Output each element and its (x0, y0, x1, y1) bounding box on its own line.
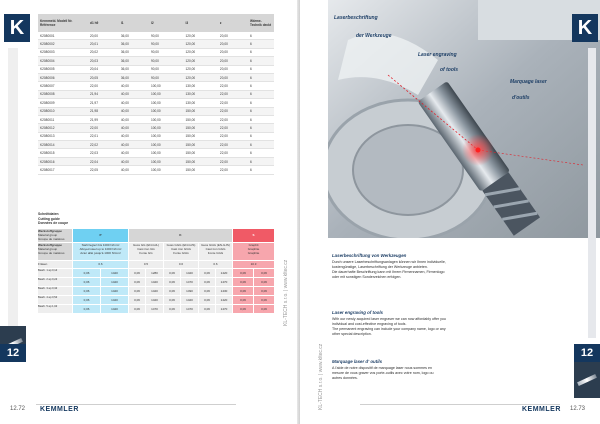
value-cell: 1420 (216, 269, 232, 277)
label-line: Groupe de matières (38, 251, 65, 255)
table-cell: 20,00 (218, 57, 248, 65)
table-cell: 6 (248, 57, 274, 65)
heading-en-1: Laser engraving (418, 52, 457, 58)
table-cell: 6 (248, 166, 274, 174)
table-cell: 100,00 (149, 99, 183, 107)
text-block-en (332, 310, 582, 337)
table-cell: K2080013 (38, 132, 88, 140)
value-cell: 0,06 (254, 278, 274, 286)
table-cell: 120,00 (183, 48, 217, 56)
value-cell: 0,06 (254, 287, 274, 295)
table-row (38, 57, 274, 65)
heading-fr-2: d'outils (512, 95, 530, 101)
block-line: With our newly acquired laser engraver we can now affordably offer you (332, 317, 446, 321)
table-cell: 100,00 (149, 132, 183, 140)
code-cell: 0.5 (129, 261, 163, 268)
block-line: The permanent engraving can include your company name, logo or any (332, 327, 446, 331)
table-row (38, 124, 274, 132)
table-row (38, 149, 274, 157)
value-cell: 1490 (181, 287, 198, 295)
block-heading: Laserbeschriftung von Werkzeugen (332, 253, 407, 258)
table-cell: 120,00 (183, 73, 217, 81)
side-bar (588, 48, 596, 338)
value-cell: 0,06 (129, 296, 145, 304)
subgroup-cell: Stahl legiert bis 1000 N/mm² Alloyed steel up to 1000 N/mm² Acier allié jusqu'à 1000 N/mm² (73, 243, 128, 260)
value-cell: 1280 (146, 269, 163, 277)
subgroup-label-cell (38, 243, 72, 260)
value-cell: 1420 (101, 287, 128, 295)
table-row (38, 90, 274, 98)
table-cell: K2080017 (38, 166, 88, 174)
table-cell: K2080005 (38, 65, 88, 73)
table-cell: K2080006 (38, 73, 88, 81)
value-cell: 0,06 (164, 296, 180, 304)
table-cell: 90,00 (149, 73, 183, 81)
table-cell: 40,00 (119, 99, 149, 107)
block-line: A l'aide de notre dispositif de marquage laser nous sommes en (332, 366, 432, 370)
table-cell: 90,00 (149, 40, 183, 48)
table-cell: 22,00 (218, 124, 248, 132)
table-cell: 130,00 (183, 82, 217, 90)
table-cell: K2080010 (38, 107, 88, 115)
group-label-cell (38, 229, 72, 242)
value-cell: 1420 (101, 278, 128, 286)
table-cell: 22,02 (88, 141, 119, 149)
table-cell: 90,00 (149, 57, 183, 65)
table-cell: 20,00 (218, 40, 248, 48)
block-heading: Laser engraving of tools (332, 310, 383, 315)
table-cell: 22,00 (218, 82, 248, 90)
row-label-cell: Bearb. 2 ap 0,2d (38, 278, 72, 286)
table-cell: 22,04 (88, 157, 119, 165)
label-line: Werkstoffgruppe (38, 229, 62, 233)
brand-name: KEMMLER (40, 406, 79, 413)
table-cell: K2080009 (38, 99, 88, 107)
row-label-cell: Bearb. 5 ap 1,0d (38, 305, 72, 313)
table-row (38, 141, 274, 149)
value-cell: 0,06 (164, 305, 180, 313)
right-page (300, 0, 600, 424)
table-cell: K2080001 (38, 32, 88, 40)
table-cell: K2080014 (38, 141, 88, 149)
table-row (38, 157, 274, 165)
table-cell: 22,00 (218, 107, 248, 115)
cutting-data-table (38, 229, 274, 314)
table-cell: 20,00 (88, 32, 119, 40)
table-cell: 130,00 (183, 99, 217, 107)
value-cell: 1420 (101, 305, 128, 313)
table-cell: 40,00 (119, 90, 149, 98)
side-bar (8, 48, 18, 344)
table-cell: 22,00 (88, 124, 119, 132)
table-row (38, 115, 274, 123)
section-number: 12 (574, 344, 600, 362)
table-cell: 22,05 (88, 166, 119, 174)
value-cell: 1420 (101, 296, 128, 304)
table-cell: 36,00 (119, 40, 149, 48)
table-cell: 90,00 (149, 48, 183, 56)
value-cell: 0,06 (199, 305, 215, 313)
group-k-cell: K (129, 229, 232, 242)
value-cell: 0,06 (73, 287, 100, 295)
table-cell: 6 (248, 40, 274, 48)
value-cell: 0,06 (233, 278, 253, 286)
table-cell: 20,00 (218, 48, 248, 56)
value-cell: 0,06 (199, 278, 215, 286)
table-cell: 22,00 (218, 157, 248, 165)
value-cell: 0,06 (254, 296, 274, 304)
label-line: Material group (38, 247, 58, 251)
header-cell: Wärme-Technik deckt (248, 14, 274, 32)
table-cell: 100,00 (149, 149, 183, 157)
value-cell: 1430 (216, 287, 232, 295)
table-cell: 150,00 (183, 124, 217, 132)
group-s-cell: S (233, 229, 274, 242)
table-cell: 20,05 (88, 73, 119, 81)
value-cell: 1470 (216, 278, 232, 286)
table-cell: 6 (248, 115, 274, 123)
value-cell: 0,06 (199, 296, 215, 304)
table-row (38, 48, 274, 56)
side-website-text: KL-TECH s.r.o. | www.kltec.cz (283, 259, 289, 326)
table-cell: 22,01 (88, 132, 119, 140)
header-cell: Kennmeld. Modell Nr. Référence (38, 14, 88, 32)
value-cell: 0,06 (164, 269, 180, 277)
value-cell: 0,06 (73, 269, 100, 277)
block-heading: Marquage laser d' outils (332, 359, 383, 364)
value-cell: 0,06 (199, 269, 215, 277)
table-cell: 6 (248, 99, 274, 107)
table-cell: 20,00 (218, 32, 248, 40)
block-line: individual and cost-effective engraving of tools. (332, 322, 407, 326)
value-cell: 1420 (181, 296, 198, 304)
footer-line (36, 404, 236, 405)
value-cell: 0,06 (164, 278, 180, 286)
page-number: 12.73 (570, 406, 586, 412)
table-cell: 40,00 (119, 115, 149, 123)
table-cell: 100,00 (149, 166, 183, 174)
page-number: 12.72 (10, 406, 26, 412)
value-cell: 1470 (216, 305, 232, 313)
table-cell: 120,00 (183, 32, 217, 40)
heading-de-2: der Werkzeuge (356, 33, 392, 39)
block-line: mesure de vous graver vos porte-outils avec votre nom, logo ou (332, 371, 434, 375)
footer-line (360, 404, 560, 405)
table-cell: 100,00 (149, 115, 183, 123)
row-label-cell: Bearb. 3 ap 0,3d (38, 287, 72, 295)
table-row (38, 65, 274, 73)
table-cell: 20,03 (88, 57, 119, 65)
table-cell: 22,00 (218, 141, 248, 149)
table-cell: K2080004 (38, 57, 88, 65)
table-header-row (38, 14, 274, 32)
value-cell: 1420 (146, 287, 163, 295)
table-cell: 100,00 (149, 157, 183, 165)
value-cell: 0,06 (129, 269, 145, 277)
block-line: autres données. (332, 376, 358, 380)
table-cell: 6 (248, 107, 274, 115)
table-cell: 36,00 (119, 48, 149, 56)
table-cell: K2080002 (38, 40, 88, 48)
table-row (38, 107, 274, 115)
table-cell: 20,02 (88, 48, 119, 56)
row-label-cell: Bearb. 1 ap 0,1d (38, 269, 72, 277)
value-cell: 0,06 (164, 287, 180, 295)
value-cell: 0,06 (129, 305, 145, 313)
title-line: Cutting guide (38, 216, 60, 221)
table-cell: 36,00 (119, 65, 149, 73)
table-cell: 90,00 (149, 32, 183, 40)
value-cell: 0,06 (233, 296, 253, 304)
table-cell: K2080011 (38, 115, 88, 123)
table-cell: 6 (248, 48, 274, 56)
table-cell: 36,00 (119, 73, 149, 81)
table-cell: 21,94 (88, 90, 119, 98)
table-cell: 6 (248, 157, 274, 165)
table-cell: 21,99 (88, 115, 119, 123)
table-cell: 130,00 (183, 90, 217, 98)
value-cell: 0,06 (254, 269, 274, 277)
table-cell: 40,00 (119, 157, 149, 165)
table-cell: K2080016 (38, 157, 88, 165)
table-cell: 120,00 (183, 40, 217, 48)
table-row (38, 73, 274, 81)
value-cell: 1470 (146, 305, 163, 313)
value-cell: 0,06 (129, 287, 145, 295)
block-line: other special description. (332, 332, 372, 336)
table-row (38, 32, 274, 40)
block-line: oder mit sonstigen Sonderzeichen erfolgen. (332, 275, 402, 279)
table-cell: 100,00 (149, 141, 183, 149)
table-cell: 100,00 (149, 90, 183, 98)
table-cell: 36,00 (119, 32, 149, 40)
table-cell: 40,00 (119, 141, 149, 149)
table-cell: 40,00 (119, 132, 149, 140)
header-cell: l3 (183, 14, 217, 32)
table-row (38, 99, 274, 107)
label-line: Werkstoffgruppe (38, 243, 62, 247)
table-cell: 6 (248, 124, 274, 132)
title-line: Schnittdaten (38, 212, 59, 216)
table-row (38, 132, 274, 140)
block-line: Durch unsere Laserbeschriftungsanlagen können wir Ihnen individuelle, (332, 260, 446, 264)
table-cell: 20,04 (88, 65, 119, 73)
table-cell: 22,00 (218, 115, 248, 123)
cutting-data-title (38, 212, 68, 226)
table-cell: 90,00 (149, 65, 183, 73)
table-cell: 22,00 (218, 166, 248, 174)
table-cell: 21,98 (88, 107, 119, 115)
heading-de-1: Laserbeschriftung (334, 15, 378, 21)
table-cell: 150,00 (183, 149, 217, 157)
table-cell: 20,00 (218, 65, 248, 73)
value-cell: 0,06 (233, 305, 253, 313)
section-number: 12 (0, 344, 26, 362)
table-cell: 100,00 (149, 124, 183, 132)
text-block-fr (332, 359, 582, 381)
value-cell: 1420 (216, 296, 232, 304)
value-cell: 0,06 (233, 269, 253, 277)
table-cell: 6 (248, 141, 274, 149)
header-cell: l1 (119, 14, 149, 32)
table-cell: 150,00 (183, 141, 217, 149)
text-block-de (332, 253, 582, 280)
table-cell: 120,00 (183, 65, 217, 73)
table-cell: 6 (248, 90, 274, 98)
table-cell: 22,00 (218, 90, 248, 98)
brand-name: KEMMLER (522, 406, 561, 413)
table-body (38, 32, 274, 174)
code-cell: 10.3 (233, 261, 274, 268)
subgroup-cell: Guss GGG (EN-GJS) Cast iron GGG Fonte GGG (199, 243, 232, 260)
code-cell: 0.6 (164, 261, 198, 268)
subgroup-cell: Guss GG (EN-GJL) Cast iron GG Fonte GG (129, 243, 163, 260)
block-line: kostengünstige, Laserbeschriftung der Werkzeuge anbieten. (332, 265, 428, 269)
value-cell: 1470 (181, 278, 198, 286)
label-line: Groupe de matières (38, 237, 65, 241)
table-cell: K2080012 (38, 124, 88, 132)
table-cell: 150,00 (183, 166, 217, 174)
table-cell: 40,00 (119, 124, 149, 132)
value-cell: 1420 (101, 269, 128, 277)
side-website-text: KL-TECH s.r.o. | www.kltec.cz (318, 343, 324, 410)
header-cell: d1 h9 (88, 14, 119, 32)
kemmler-logo: K (572, 14, 598, 42)
table-cell: 22,03 (88, 149, 119, 157)
table-cell: 6 (248, 149, 274, 157)
table-cell: 22,00 (218, 149, 248, 157)
group-p-cell: P (73, 229, 128, 242)
dimension-table (38, 14, 274, 175)
value-cell: 1420 (146, 296, 163, 304)
table-cell: 36,00 (119, 57, 149, 65)
table-cell: 22,00 (218, 132, 248, 140)
table-cell: 150,00 (183, 115, 217, 123)
table-cell: 150,00 (183, 107, 217, 115)
table-cell: K2080003 (38, 48, 88, 56)
value-cell: 0,06 (129, 278, 145, 286)
header-cell: z (218, 14, 248, 32)
value-cell: 1420 (181, 269, 198, 277)
table-cell: 150,00 (183, 132, 217, 140)
table-cell: 6 (248, 132, 274, 140)
label-line: Material group (38, 233, 58, 237)
table-row (38, 166, 274, 174)
table-cell: 100,00 (149, 107, 183, 115)
table-cell: K2080007 (38, 82, 88, 90)
subgroup-cell: Graphit Graphite Graphite (233, 243, 274, 260)
table-cell: 6 (248, 82, 274, 90)
header-cell: l2 (149, 14, 183, 32)
kemmler-logo: K (4, 14, 30, 42)
value-cell: 0,06 (254, 305, 274, 313)
tool-thumbnail (574, 362, 600, 398)
table-cell: 21,97 (88, 99, 119, 107)
table-cell: 40,00 (119, 107, 149, 115)
heading-en-2: of tools (440, 67, 459, 73)
table-cell: 40,00 (119, 149, 149, 157)
table-cell: 22,00 (88, 82, 119, 90)
table-cell: K2080015 (38, 149, 88, 157)
table-cell: 20,00 (218, 73, 248, 81)
value-cell: 1470 (181, 305, 198, 313)
value-cell: 0,06 (73, 278, 100, 286)
table-row (38, 82, 274, 90)
table-cell: K2080008 (38, 90, 88, 98)
block-line: Die dauerhafte Beschriftung kann mit Ihrem Firmennamen, Firmenlogo (332, 270, 445, 274)
table-cell: 6 (248, 65, 274, 73)
table-cell: 100,00 (149, 82, 183, 90)
table-row (38, 40, 274, 48)
table-cell: 22,00 (218, 99, 248, 107)
code-cell: 0.6 (73, 261, 128, 268)
value-cell: 0,06 (73, 296, 100, 304)
table-cell: 20,01 (88, 40, 119, 48)
table-cell: 6 (248, 32, 274, 40)
value-cell: 0,06 (73, 305, 100, 313)
value-cell: 1420 (146, 278, 163, 286)
row-label-cell: Bearb. 4 ap 0,5d (38, 296, 72, 304)
code-cell: 0.6 (199, 261, 232, 268)
title-line: Données de coupe (38, 221, 69, 226)
value-cell: 0,06 (199, 287, 215, 295)
table-cell: 40,00 (119, 166, 149, 174)
table-cell: 120,00 (183, 57, 217, 65)
heading-fr-1: Marquage laser (510, 79, 547, 85)
table-cell: 150,00 (183, 157, 217, 165)
value-cell: 0,06 (233, 287, 253, 295)
row-header-cell: Fräsen (38, 261, 72, 268)
table-cell: 40,00 (119, 82, 149, 90)
table-cell: 6 (248, 73, 274, 81)
subgroup-cell: Guss GGG (EN-GJS) Cast iron GGG Fonte GGG (164, 243, 198, 260)
